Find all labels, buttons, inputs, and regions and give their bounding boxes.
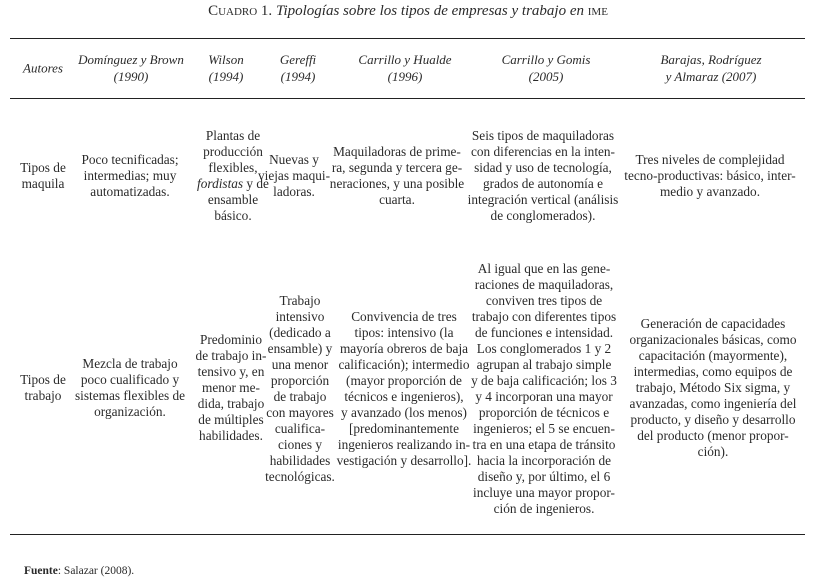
caption-label: Cuadro 1. (208, 3, 273, 19)
source-note (24, 565, 134, 577)
table-cell: Seis tipos de maquiladoras con diferencias en la inten- sidad y uso de tecnología, grados de autonomía e integración vertical (análisis de conglomerados). (467, 128, 619, 223)
table-cell: Nuevas y viejas maqui- ladoras. (257, 152, 331, 199)
caption-acronym: ime (587, 3, 608, 19)
table-cell: Al igual que en las gene- raciones de maquiladoras, conviven tres tipos de trabajo con diferentes tipos de funciones e intensidad. Los conglomerados 1 y 2 agrupan al trabajo simple y de baja calificación; los 3 y 4 incorporan una mayor proporción de técnicos e ingenieros; el 5 se encuen- tra en una etapa de tránsito hacia la incorporación de diseño y, por último, el 6 incluye una mayor propor- ción de ingenieros. (471, 261, 617, 516)
table-cell: Tres niveles de complejidad tecno-productivas: básico, inter- medio y avanzado. (624, 152, 796, 199)
source-label: Fuente (24, 565, 58, 577)
header-wilson: Wilson (1994) (208, 52, 244, 84)
header-barajas: Barajas, Rodríguez y Almaraz (2007) (660, 52, 762, 84)
table-cell: Generación de capacidades organizacionales básicas, como capacitación (mayormente), intermedias, como equipos de trabajo, Método Six sigma, y avanzadas, como ingeniería del producto, y diseño y desarrollo del producto (menor propor- ción). (629, 316, 797, 459)
table-cell: Convivencia de tres tipos: intensivo (la mayoría obreros de baja calificación); intermedio (mayor proporción de técnicos e ingenieros), y avanzado (los menos) [predominantemente ingenieros realizando in- vestigación y desarrollo]. (336, 309, 472, 468)
row-label-tipos-maquila: Tipos de maquila (20, 160, 66, 191)
header-carrillo-gomis: Carrillo y Gomis (2005) (501, 52, 591, 84)
table-cell: Mezcla de trabajo poco cualificado y sistemas flexibles de organización. (74, 356, 186, 419)
row-label-tipos-trabajo: Tipos de trabajo (20, 372, 66, 403)
header-dominguez-brown: Domínguez y Brown (1990) (78, 52, 184, 84)
table-cell: Poco tecnificadas; intermedias; muy automatizadas. (81, 152, 179, 199)
header-autores: Autores (23, 60, 63, 76)
table-cell: Plantas de producción flexibles, fordistas y de ensamble básico. (197, 128, 269, 223)
header-gereffi: Gereffi (1994) (279, 52, 317, 84)
header-rule (10, 98, 805, 99)
table-cell: Maquiladoras de prime- ra, segunda y tercera ge- neraciones, y una posible cuarta. (329, 144, 465, 207)
table-cell: Predominio de trabajo in- tensivo y, en menor me- dida, trabajo de múltiples habilidades. (195, 332, 267, 443)
top-rule (10, 38, 805, 39)
bottom-rule (10, 534, 805, 535)
header-carrillo-hualde: Carrillo y Hualde (1996) (358, 52, 452, 84)
source-text: : Salazar (2008). (57, 565, 135, 577)
table-caption (0, 3, 816, 20)
caption-text: Tipologías sobre los tipos de empresas y trabajo en (275, 3, 584, 19)
table-cell: Trabajo intensivo (dedicado a ensamble) y una menor proporción de trabajo con mayores cualifica- ciones y habilidades tecnológicas. (265, 293, 335, 484)
